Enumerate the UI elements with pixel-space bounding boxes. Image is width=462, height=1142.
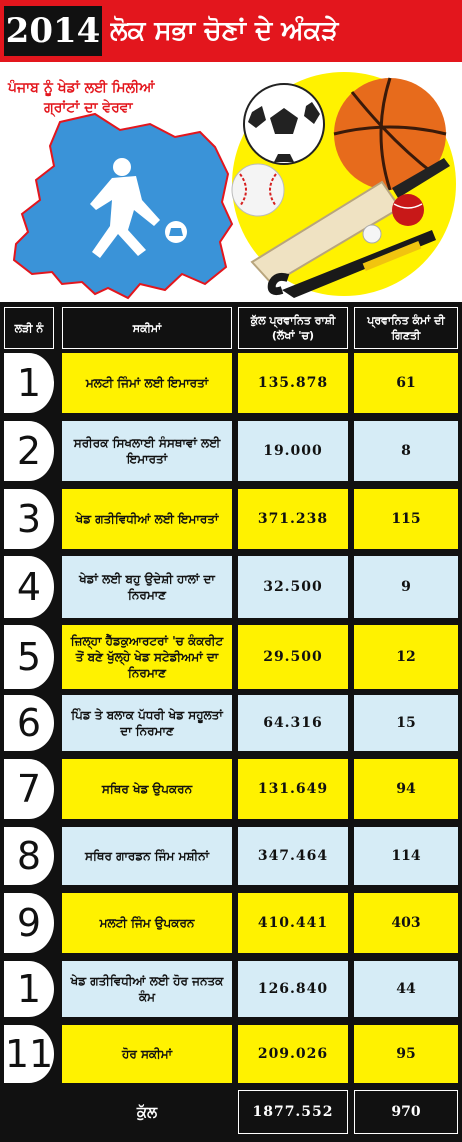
scheme-cell-text: ਖੇਡ ਗਤੀਵਿਧੀਆਂ ਲਈ ਹੋਰ ਜਨਤਕ ਕੰਮ xyxy=(70,974,224,1004)
serial-cell xyxy=(4,556,54,618)
table-row xyxy=(0,827,462,885)
scheme-cell xyxy=(62,556,232,618)
amount-cell xyxy=(238,353,348,413)
serial-cell-text: 9 xyxy=(16,901,42,945)
subtitle-line-1: ਪੰਜਾਬ ਨੂੰ ਖੇਡਾਂ ਲਈ ਮਿਲੀਆਂ xyxy=(8,80,155,96)
count-cell-text: 15 xyxy=(396,715,416,731)
amount-cell-text: 347.464 xyxy=(257,848,329,864)
table-row xyxy=(0,625,462,689)
count-cell-text: 9 xyxy=(401,579,411,595)
total-count: 970 xyxy=(354,1090,458,1134)
scheme-cell-text: ਹੋਰ ਸਕੀਮਾਂ xyxy=(121,1047,173,1061)
sports-balls-illustration xyxy=(222,62,462,302)
serial-cell xyxy=(4,421,54,481)
scheme-cell-text: ਸਥਿਰ ਗਾਰਡਨ ਜਿੰਮ ਮਸ਼ੀਨਾਂ xyxy=(85,849,209,863)
table-row xyxy=(0,961,462,1017)
table-row xyxy=(0,353,462,413)
scheme-cell-text: ਖੇਡਾਂ ਲਈ ਬਹੁ ਉਦੇਸ਼ੀ ਹਾਲਾਂ ਦਾ ਨਿਰਮਾਣ xyxy=(79,572,215,602)
table-row xyxy=(0,759,462,819)
serial-cell xyxy=(4,489,54,549)
serial-cell xyxy=(4,625,54,689)
amount-cell xyxy=(238,625,348,689)
serial-cell xyxy=(4,893,54,953)
scheme-cell-text: ਸਥਿਰ ਖੇਡ ਉਪਕਰਨ xyxy=(101,782,193,796)
table-row xyxy=(0,556,462,618)
table-row xyxy=(0,421,462,481)
year-badge: 2014 xyxy=(4,6,102,56)
amount-cell xyxy=(238,759,348,819)
scheme-cell-text: ਮਲਟੀ ਜਿੰਮ ਉਪਕਰਨ xyxy=(99,916,195,930)
amount-cell-text: 410.441 xyxy=(257,915,329,931)
header-serial: ਲੜੀ ਨੰ xyxy=(4,307,54,349)
serial-cell-text: 11 xyxy=(4,1032,54,1076)
serial-cell-text: 6 xyxy=(16,701,42,745)
subtitle-line-2: ਗ੍ਰਾਂਟਾਂ ਦਾ ਵੇਰਵਾ xyxy=(44,100,133,116)
amount-cell-text: 19.000 xyxy=(263,443,323,459)
count-cell-text: 114 xyxy=(391,848,421,864)
amount-cell xyxy=(238,893,348,953)
baseball-icon xyxy=(232,164,284,216)
amount-cell xyxy=(238,1025,348,1083)
serial-cell-text: 5 xyxy=(16,635,42,679)
table-row xyxy=(0,893,462,953)
serial-cell-text: 3 xyxy=(16,497,42,541)
count-cell xyxy=(354,961,458,1017)
serial-cell xyxy=(4,1025,54,1083)
serial-cell-text: 4 xyxy=(16,565,42,609)
scheme-cell xyxy=(62,759,232,819)
serial-cell xyxy=(4,353,54,413)
count-cell-text: 94 xyxy=(396,781,416,797)
amount-cell xyxy=(238,556,348,618)
count-cell xyxy=(354,625,458,689)
scheme-cell-text: ਸਰੀਰਕ ਸਿਖਲਾਈ ਸੰਸਥਾਵਾਂ ਲਈ ਇਮਾਰਤਾਂ xyxy=(73,436,221,466)
cricket-ball-icon xyxy=(392,194,424,226)
scheme-cell xyxy=(62,353,232,413)
scheme-cell-text: ਜ਼ਿਲ੍ਹਾ ਹੈੱਡਕੁਆਰਟਰਾਂ 'ਚ ਕੰਕਰੀਟ ਤੋਂ ਬਣੇ ਖੁੱਲ੍ਹੇ ਖੇਡ ਸਟੇਡੀਅਮਾਂ ਦਾ ਨਿਰਮਾਣ xyxy=(70,634,224,680)
count-cell xyxy=(354,695,458,751)
header-count: ਪ੍ਰਵਾਨਿਤ ਕੰਮਾਂ ਦੀ ਗਿਣਤੀ xyxy=(354,307,458,349)
page-title: ਲੋਕ ਸਭਾ ਚੋਣਾਂ ਦੇ ਅੰਕੜੇ xyxy=(110,16,339,46)
scheme-cell xyxy=(62,489,232,549)
amount-cell-text: 131.649 xyxy=(257,781,329,797)
scheme-cell xyxy=(62,625,232,689)
amount-cell xyxy=(238,489,348,549)
count-cell xyxy=(354,353,458,413)
scheme-cell xyxy=(62,421,232,481)
scheme-cell-text: ਪਿੰਡ ਤੇ ਬਲਾਕ ਪੱਧਰੀ ਖੇਡ ਸਹੂਲਤਾਂ ਦਾ ਨਿਰਮਾਣ xyxy=(71,708,223,738)
count-cell-text: 95 xyxy=(396,1046,416,1062)
count-cell xyxy=(354,489,458,549)
header-bar xyxy=(0,0,462,62)
count-cell xyxy=(354,421,458,481)
count-cell-text: 115 xyxy=(391,511,421,527)
count-cell-text: 12 xyxy=(396,649,416,665)
serial-cell-text: 8 xyxy=(16,834,42,878)
serial-cell xyxy=(4,827,54,885)
scheme-cell xyxy=(62,827,232,885)
count-cell xyxy=(354,556,458,618)
scheme-cell-text: ਖੇਡ ਗਤੀਵਿਧੀਆਂ ਲਈ ਇਮਾਰਤਾਂ xyxy=(75,512,219,526)
serial-cell-text: 1 xyxy=(16,967,42,1011)
amount-cell xyxy=(238,421,348,481)
amount-cell-text: 135.878 xyxy=(257,375,329,391)
amount-cell-text: 64.316 xyxy=(263,715,323,731)
small-ball-icon xyxy=(363,225,381,243)
amount-cell-text: 209.026 xyxy=(257,1046,329,1062)
header-amount: ਕੁੱਲ ਪ੍ਰਵਾਨਿਤ ਰਾਸ਼ੀ (ਲੱਖਾਂ 'ਚ) xyxy=(238,307,348,349)
serial-cell-text: 1 xyxy=(16,361,42,405)
amount-cell-text: 32.500 xyxy=(263,579,323,595)
count-cell-text: 44 xyxy=(396,981,416,997)
total-amount: 1877.552 xyxy=(238,1090,348,1134)
table-row xyxy=(0,1025,462,1083)
amount-cell-text: 29.500 xyxy=(263,649,323,665)
amount-cell xyxy=(238,695,348,751)
scheme-cell xyxy=(62,961,232,1017)
scheme-cell xyxy=(62,893,232,953)
count-cell-text: 8 xyxy=(401,443,411,459)
table-row xyxy=(0,489,462,549)
scheme-cell xyxy=(62,1025,232,1083)
count-cell xyxy=(354,827,458,885)
amount-cell xyxy=(238,827,348,885)
count-cell-text: 403 xyxy=(391,915,421,931)
scheme-cell-text: ਮਲਟੀ ਜਿੰਮਾਂ ਲਈ ਇਮਾਰਤਾਂ xyxy=(85,376,209,390)
count-cell-text: 61 xyxy=(396,375,416,391)
count-cell xyxy=(354,893,458,953)
soccer-ball-icon xyxy=(244,84,324,164)
total-label: ਕੁੱਲ xyxy=(136,1103,158,1121)
serial-cell-text: 7 xyxy=(16,767,42,811)
grants-table xyxy=(0,302,462,1142)
amount-cell-text: 371.238 xyxy=(257,511,329,527)
count-cell xyxy=(354,1025,458,1083)
serial-cell xyxy=(4,695,54,751)
table-row xyxy=(0,695,462,751)
scheme-cell xyxy=(62,695,232,751)
amount-cell xyxy=(238,961,348,1017)
serial-cell-text: 2 xyxy=(16,429,42,473)
banner-subtitle xyxy=(8,78,256,118)
serial-cell xyxy=(4,759,54,819)
count-cell xyxy=(354,759,458,819)
serial-cell xyxy=(4,961,54,1017)
amount-cell-text: 126.840 xyxy=(257,981,329,997)
header-scheme: ਸਕੀਮਾਂ xyxy=(62,307,232,349)
banner xyxy=(0,62,462,302)
